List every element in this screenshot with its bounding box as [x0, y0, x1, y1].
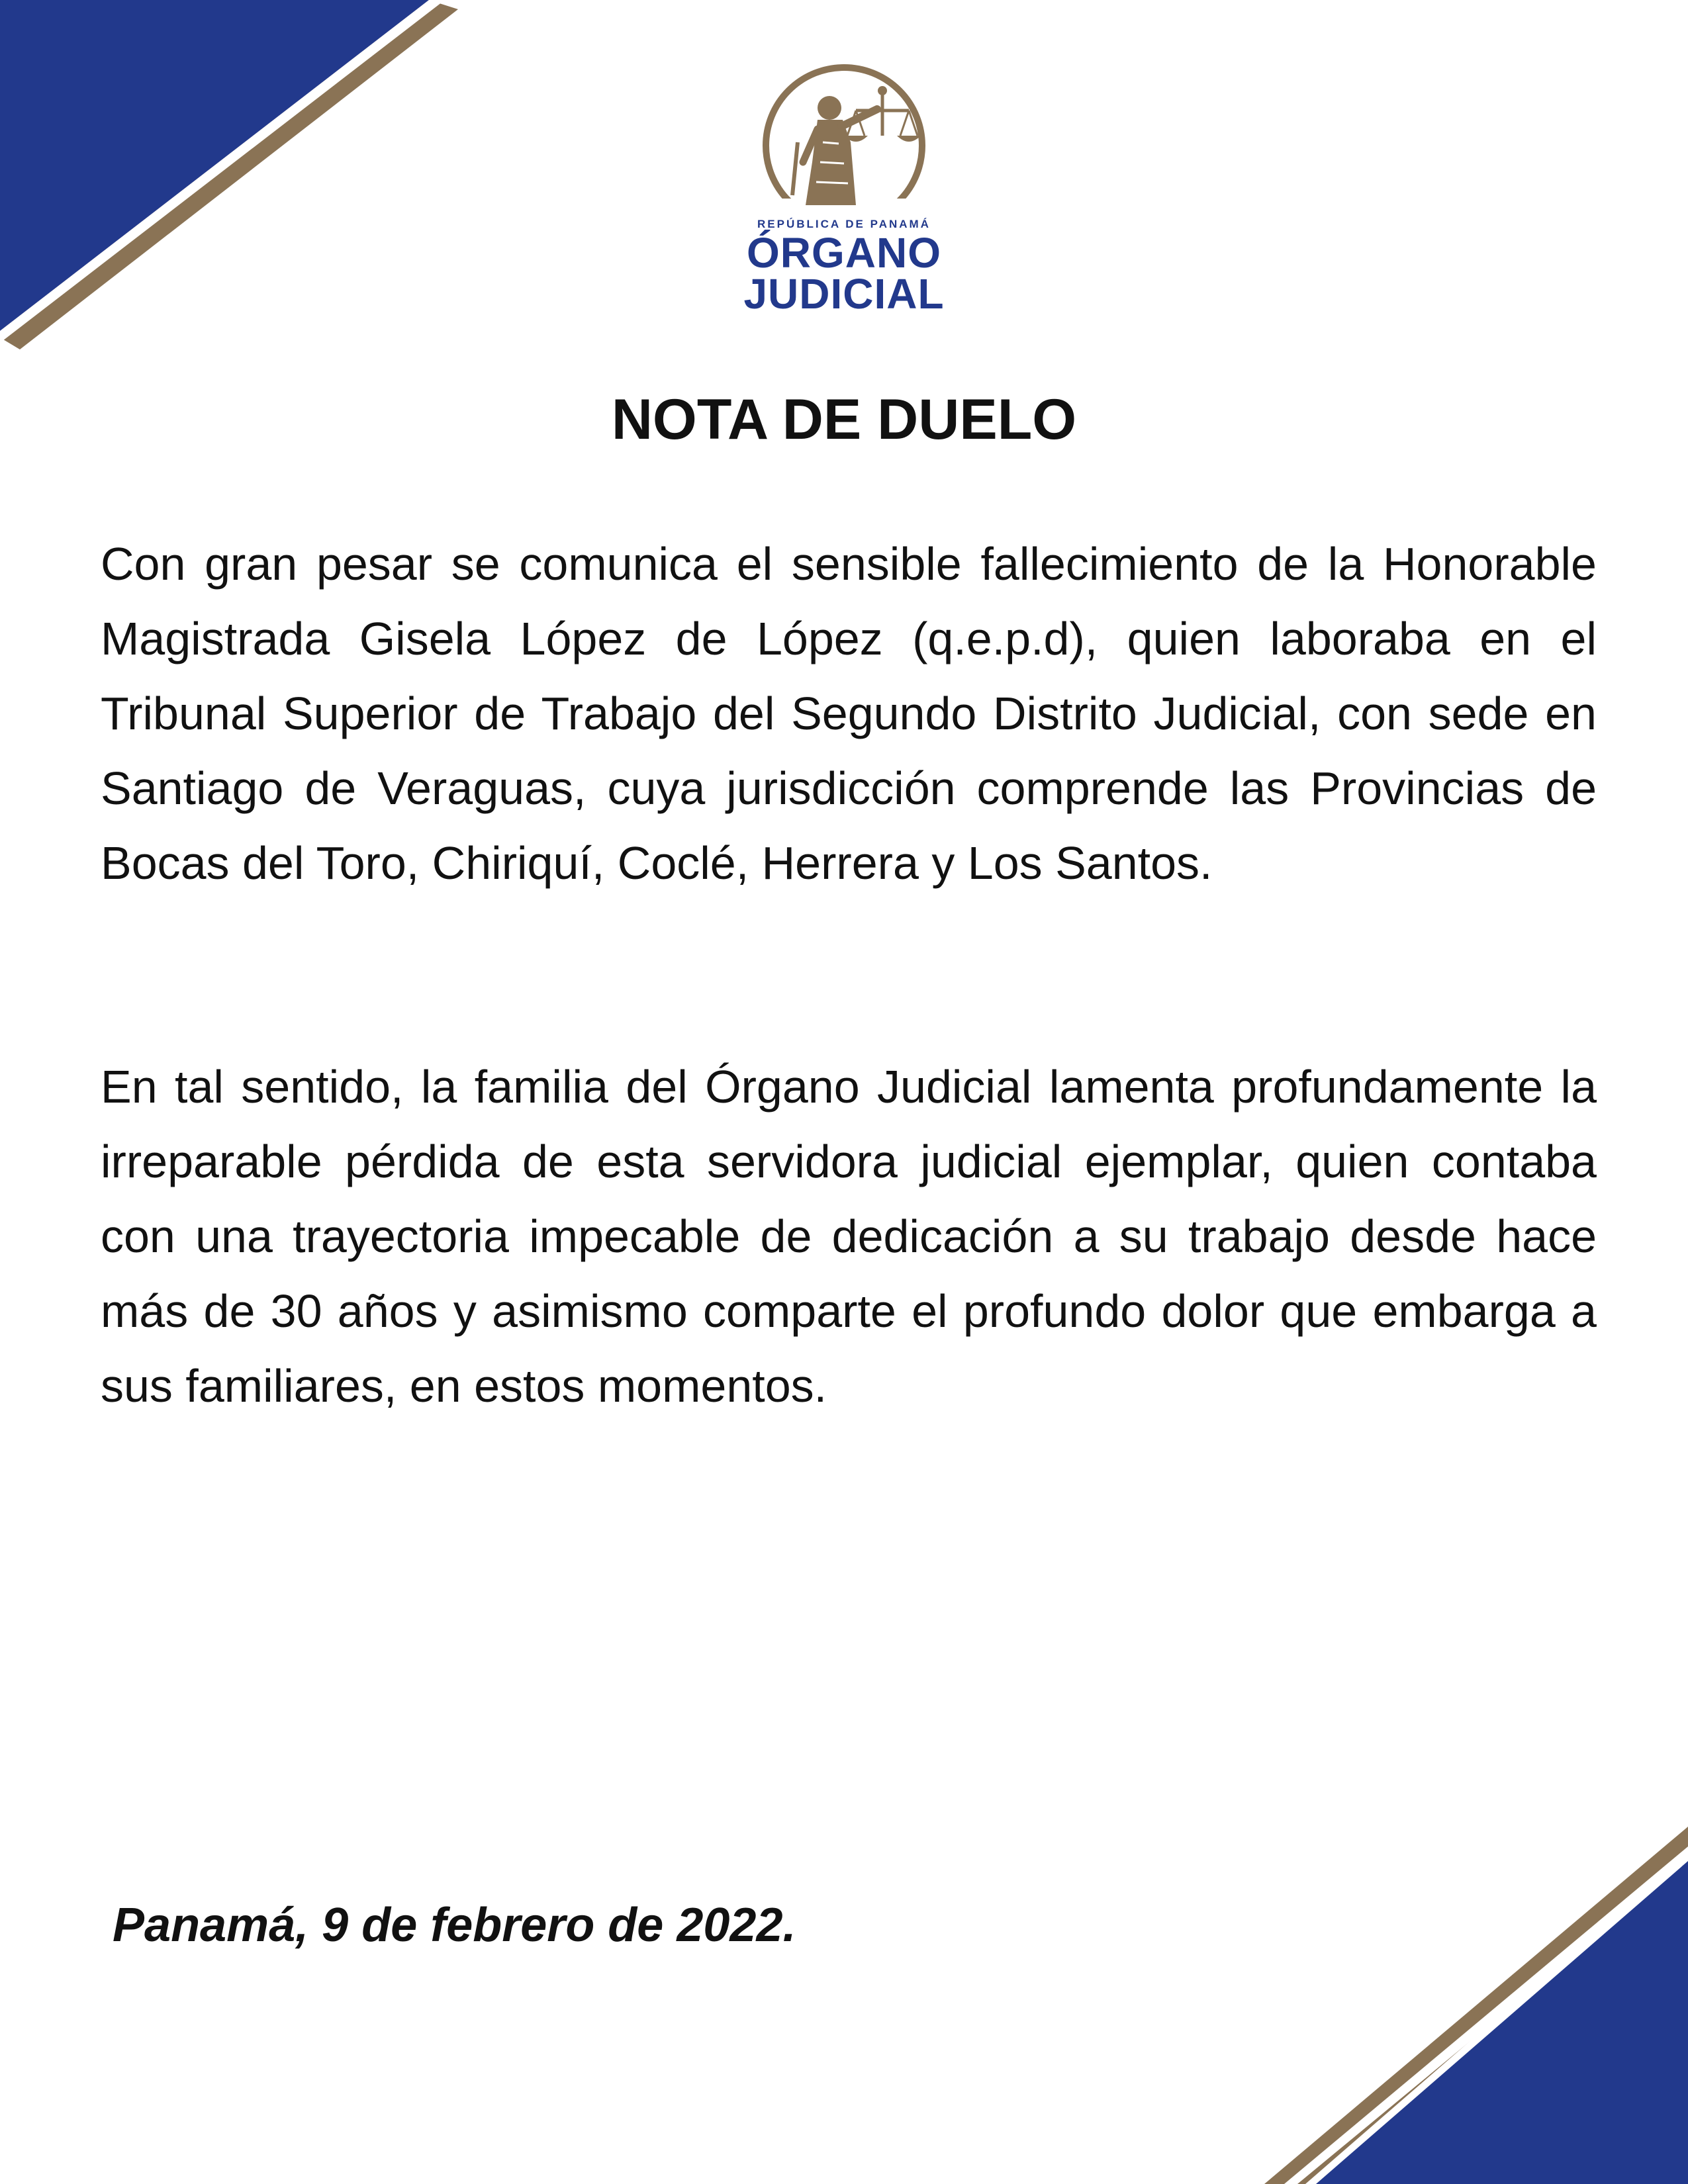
top-left-corner-decoration [0, 0, 463, 357]
logo-country-text: REPÚBLICA DE PANAMÁ [757, 218, 931, 230]
paragraph-announcement: Con gran pesar se comunica el sensible fallecimiento de la Honorable Magistrada Gisela López de López (q.e.p.d), quien laboraba en el Tribunal Superior de Trabajo del Segundo Distrito Judicial, con sede en Santiago de Veraguas, cuya jurisdicción comprende las Provincias de Bocas del Toro, Chiriquí, Coclé, Herrera y Los Santos. [101, 538, 1597, 889]
bottom-right-corner-decoration [1264, 1827, 1688, 2184]
organo-judicial-logo [741, 63, 947, 318]
document-title: NOTA DE DUELO [611, 388, 1077, 451]
lady-justice-emblem-icon [751, 63, 937, 215]
logo-judicial-text: JUDICIAL [743, 270, 945, 318]
paragraph-condolences: En tal sentido, la familia del Órgano Judicial lamenta profundamente la irreparable pérdida de esta servidora judicial ejemplar, quien contaba con una trayectoria impecable de dedicación a su trabajo desde hace más de 30 años y asimismo comparte el profundo dolor que embarga a sus familiares, en estos momentos. [101, 1061, 1597, 1412]
bottom-right-navy-triangle [1316, 1861, 1688, 2184]
document-date: Panamá, 9 de febrero de 2022. [113, 1899, 796, 1952]
logo-organo-text: ÓRGANO [747, 229, 941, 277]
